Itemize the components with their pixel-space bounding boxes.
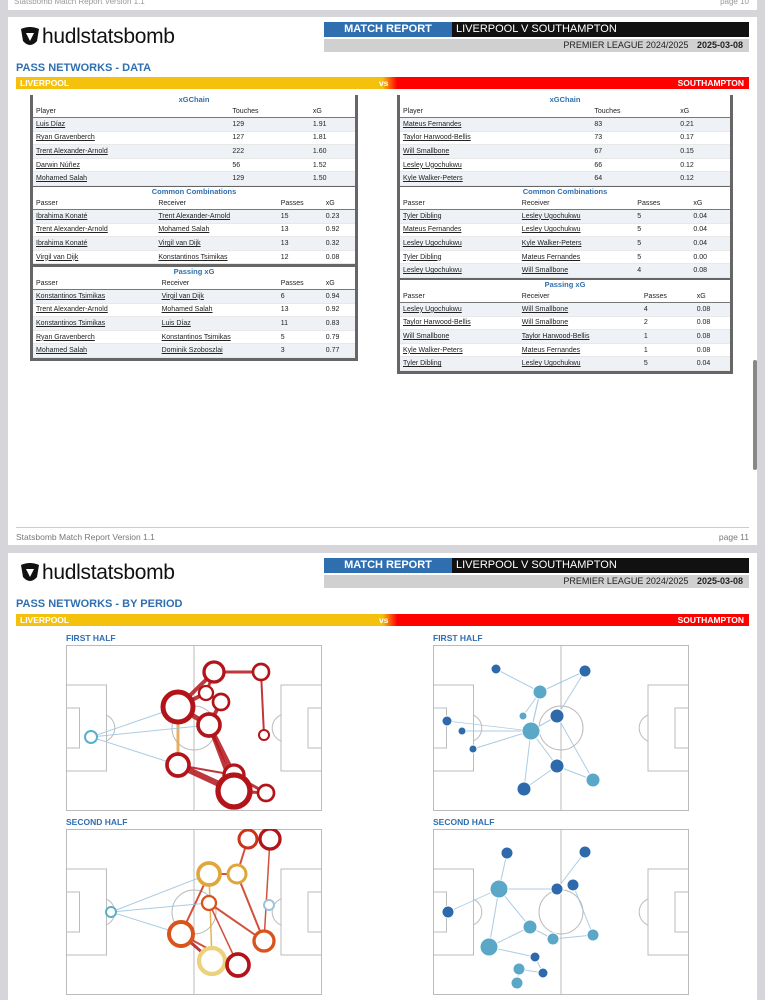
table-cell: 129 bbox=[229, 118, 310, 132]
player-node bbox=[259, 730, 269, 740]
table-row bbox=[33, 317, 355, 331]
table-cell: 0.77 bbox=[323, 344, 355, 358]
match-report-label: MATCH REPORT bbox=[324, 558, 452, 573]
table-cell: 0.08 bbox=[694, 303, 730, 317]
player-link[interactable]: Konstantinos Tsimikas bbox=[159, 330, 278, 344]
table-row bbox=[400, 210, 730, 224]
player-link[interactable]: Mateus Fernandes bbox=[400, 223, 519, 237]
competition: PREMIER LEAGUE 2024/2025 bbox=[563, 576, 689, 586]
table-cell: 1.60 bbox=[310, 145, 355, 159]
table-cell: 0.08 bbox=[694, 343, 730, 357]
player-node bbox=[522, 722, 540, 740]
column-header: xG bbox=[323, 277, 355, 290]
player-link[interactable]: Mohamed Salah bbox=[159, 303, 278, 317]
table-row bbox=[400, 158, 730, 172]
player-link[interactable]: Taylor Harwood-Bellis bbox=[519, 330, 641, 344]
player-link[interactable]: Will Smallbone bbox=[519, 316, 641, 330]
player-node bbox=[579, 665, 591, 677]
statsbomb-logo-icon bbox=[18, 25, 42, 49]
column-header: Player bbox=[400, 105, 591, 118]
team-bar bbox=[16, 614, 749, 626]
player-node bbox=[550, 709, 564, 723]
player-node bbox=[511, 977, 523, 989]
player-node bbox=[490, 880, 508, 898]
match-date: 2025-03-08 bbox=[696, 576, 743, 586]
table-cell: 67 bbox=[591, 145, 677, 159]
table-row bbox=[33, 237, 355, 251]
column-header: xG bbox=[310, 105, 355, 118]
player-node bbox=[567, 879, 579, 891]
table-row bbox=[400, 118, 730, 132]
table-title: xGChain bbox=[178, 95, 210, 104]
player-link[interactable]: Virgil van Dijk bbox=[33, 250, 155, 264]
match-title: LIVERPOOL V SOUTHAMPTON bbox=[456, 23, 617, 35]
southampton-passing-xg-table bbox=[397, 280, 733, 374]
sfc-first-half-label: FIRST HALF bbox=[433, 633, 483, 643]
table-row bbox=[33, 303, 355, 317]
table-cell: 0.17 bbox=[677, 131, 730, 145]
table-cell: 56 bbox=[229, 158, 310, 172]
hudl-statsbomb-logo bbox=[18, 25, 175, 49]
player-link[interactable]: Tyler Dibling bbox=[400, 357, 519, 371]
table-cell: 64 bbox=[591, 172, 677, 186]
table-cell: 83 bbox=[591, 118, 677, 132]
table-row bbox=[33, 158, 355, 172]
table-cell: 0.00 bbox=[690, 250, 730, 264]
column-header: Touches bbox=[591, 105, 677, 118]
player-node bbox=[533, 685, 547, 699]
player-link[interactable]: Will Smallbone bbox=[400, 145, 591, 159]
column-header: Passes bbox=[278, 197, 323, 210]
table-row bbox=[33, 344, 355, 358]
column-header: Receiver bbox=[519, 197, 635, 210]
table-cell: 12 bbox=[278, 250, 323, 264]
page-footer bbox=[16, 527, 749, 542]
statsbomb-logo-icon bbox=[18, 561, 42, 585]
liverpool-passing-xg-table bbox=[30, 267, 358, 361]
table-row bbox=[400, 343, 730, 357]
table-title: Passing xG bbox=[173, 267, 215, 276]
player-node bbox=[579, 846, 591, 858]
table-cell: 13 bbox=[278, 223, 323, 237]
table-cell: 0.04 bbox=[690, 223, 730, 237]
player-link[interactable]: Kyle Walker-Peters bbox=[400, 172, 591, 186]
table-row bbox=[400, 303, 730, 317]
table-cell: 1.91 bbox=[310, 118, 355, 132]
player-node bbox=[198, 714, 220, 736]
lfc-first-half-label: FIRST HALF bbox=[66, 633, 116, 643]
table-cell: 0.04 bbox=[690, 210, 730, 224]
table-row bbox=[33, 172, 355, 186]
player-link[interactable]: Luis Díaz bbox=[33, 118, 229, 132]
column-header: Touches bbox=[229, 105, 310, 118]
table-cell: 4 bbox=[641, 303, 694, 317]
prev-footer-right: page 10 bbox=[720, 0, 749, 6]
table-row bbox=[400, 330, 730, 344]
logo-text: hudlstatsbomb bbox=[42, 561, 175, 584]
player-node bbox=[517, 782, 531, 796]
table-row bbox=[400, 237, 730, 251]
home-team: LIVERPOOL bbox=[20, 78, 70, 88]
player-node bbox=[239, 830, 257, 848]
table-cell: 13 bbox=[278, 237, 323, 251]
player-node bbox=[264, 900, 274, 910]
match-report-label: MATCH REPORT bbox=[324, 22, 452, 37]
player-node bbox=[587, 929, 599, 941]
vs-label: vs bbox=[379, 78, 389, 88]
match-report-bar bbox=[324, 22, 749, 37]
section-title: PASS NETWORKS - DATA bbox=[16, 62, 152, 74]
column-header: xG bbox=[694, 290, 730, 303]
table-row bbox=[400, 250, 730, 264]
player-link[interactable]: Lesley Ugochukwu bbox=[400, 158, 591, 172]
table-row bbox=[33, 223, 355, 237]
section-title: PASS NETWORKS - BY PERIOD bbox=[16, 598, 183, 610]
away-team: SOUTHAMPTON bbox=[677, 78, 744, 88]
southampton-xgchain-table bbox=[397, 95, 733, 189]
report-page-11 bbox=[8, 17, 757, 545]
player-link[interactable]: Lesley Ugochukwu bbox=[519, 223, 635, 237]
match-report-bar bbox=[324, 558, 749, 573]
table-row bbox=[400, 316, 730, 330]
liverpool-xgchain-table bbox=[30, 95, 358, 189]
table-cell: 0.12 bbox=[677, 172, 730, 186]
match-title: LIVERPOOL V SOUTHAMPTON bbox=[456, 559, 617, 571]
table-cell: 129 bbox=[229, 172, 310, 186]
table-row bbox=[33, 145, 355, 159]
player-link[interactable]: Ryan Gravenberch bbox=[33, 131, 229, 145]
table-cell: 5 bbox=[634, 210, 690, 224]
player-link[interactable]: Mohamed Salah bbox=[33, 172, 229, 186]
table-cell: 0.21 bbox=[677, 118, 730, 132]
player-node bbox=[204, 662, 224, 682]
table-cell: 5 bbox=[641, 357, 694, 371]
player-node bbox=[551, 883, 563, 895]
player-node bbox=[530, 952, 540, 962]
table-cell: 13 bbox=[278, 303, 323, 317]
player-node bbox=[469, 745, 477, 753]
table-cell: 0.12 bbox=[677, 158, 730, 172]
player-link[interactable]: Konstantinos Tsimikas bbox=[33, 317, 159, 331]
table-cell: 4 bbox=[634, 264, 690, 278]
player-link[interactable]: Dominik Szoboszlai bbox=[159, 344, 278, 358]
player-node bbox=[85, 731, 97, 743]
table-cell: 73 bbox=[591, 131, 677, 145]
player-link[interactable]: Lesley Ugochukwu bbox=[400, 264, 519, 278]
table-cell: 127 bbox=[229, 131, 310, 145]
table-cell: 0.08 bbox=[694, 330, 730, 344]
table-cell: 11 bbox=[278, 317, 323, 331]
table-cell: 222 bbox=[229, 145, 310, 159]
report-page-12 bbox=[8, 553, 757, 1000]
table-cell: 1.52 bbox=[310, 158, 355, 172]
player-node bbox=[258, 785, 274, 801]
player-node bbox=[202, 896, 216, 910]
table-cell: 0.83 bbox=[323, 317, 355, 331]
match-date: 2025-03-08 bbox=[696, 40, 743, 50]
lfc-second-half-label: SECOND HALF bbox=[66, 817, 128, 827]
previous-page-strip bbox=[8, 0, 757, 10]
player-node bbox=[458, 727, 466, 735]
table-cell: 5 bbox=[634, 223, 690, 237]
player-node bbox=[550, 759, 564, 773]
table-cell: 3 bbox=[278, 344, 323, 358]
player-link[interactable]: Lesley Ugochukwu bbox=[400, 237, 519, 251]
away-team: SOUTHAMPTON bbox=[677, 615, 744, 625]
column-header: xG bbox=[677, 105, 730, 118]
player-node bbox=[519, 712, 527, 720]
table-row bbox=[400, 131, 730, 145]
column-header: Passes bbox=[634, 197, 690, 210]
player-node bbox=[538, 968, 548, 978]
player-link[interactable]: Trent Alexander-Arnold bbox=[33, 303, 159, 317]
table-row bbox=[400, 264, 730, 278]
table-cell: 0.04 bbox=[690, 237, 730, 251]
table-title: Common Combinations bbox=[522, 187, 608, 196]
footer-version: Statsbomb Match Report Version 1.1 bbox=[16, 532, 155, 542]
player-link[interactable]: Virgil van Dijk bbox=[159, 290, 278, 304]
player-node bbox=[228, 865, 246, 883]
table-row bbox=[400, 223, 730, 237]
column-header: Passer bbox=[400, 197, 519, 210]
player-node bbox=[167, 754, 189, 776]
player-link[interactable]: Taylor Harwood-Bellis bbox=[400, 316, 519, 330]
player-node bbox=[253, 664, 269, 680]
table-cell: 0.92 bbox=[323, 223, 355, 237]
player-link[interactable]: Lesley Ugochukwu bbox=[519, 210, 635, 224]
sfc-second-half-label: SECOND HALF bbox=[433, 817, 495, 827]
competition: PREMIER LEAGUE 2024/2025 bbox=[563, 40, 689, 50]
player-link[interactable]: Mateus Fernandes bbox=[519, 343, 641, 357]
player-node bbox=[442, 906, 454, 918]
table-cell: 1 bbox=[641, 330, 694, 344]
player-link[interactable]: Kyle Walker-Peters bbox=[400, 343, 519, 357]
column-header: Passes bbox=[278, 277, 323, 290]
table-cell: 1.81 bbox=[310, 131, 355, 145]
column-header: Player bbox=[33, 105, 229, 118]
table-row bbox=[33, 118, 355, 132]
player-link[interactable]: Konstantinos Tsimikas bbox=[33, 290, 159, 304]
column-header: xG bbox=[690, 197, 730, 210]
player-link[interactable]: Will Smallbone bbox=[519, 264, 635, 278]
hudl-statsbomb-logo-2 bbox=[18, 561, 175, 585]
player-node bbox=[106, 907, 116, 917]
logo-text: hudlstatsbomb bbox=[42, 25, 175, 48]
player-node bbox=[260, 829, 280, 849]
table-row bbox=[33, 250, 355, 264]
player-link[interactable]: Tyler Dibling bbox=[400, 250, 519, 264]
southampton-second-half-pass-network bbox=[433, 829, 689, 995]
liverpool-first-half-pass-network bbox=[66, 645, 322, 811]
player-link[interactable]: Virgil van Dijk bbox=[155, 237, 277, 251]
player-link[interactable]: Trent Alexander-Arnold bbox=[33, 223, 155, 237]
table-cell: 0.08 bbox=[323, 250, 355, 264]
player-node bbox=[199, 948, 225, 974]
column-header: Passer bbox=[33, 197, 155, 210]
column-header: Passes bbox=[641, 290, 694, 303]
competition-bar bbox=[324, 575, 749, 588]
player-link[interactable]: Will Smallbone bbox=[400, 330, 519, 344]
table-cell: 1 bbox=[641, 343, 694, 357]
player-link[interactable]: Konstantinos Tsimikas bbox=[155, 250, 277, 264]
table-cell: 6 bbox=[278, 290, 323, 304]
player-link[interactable]: Ibrahima Konaté bbox=[33, 210, 155, 224]
player-node bbox=[169, 922, 193, 946]
table-cell: 15 bbox=[278, 210, 323, 224]
column-header: Receiver bbox=[155, 197, 277, 210]
player-node bbox=[198, 863, 220, 885]
table-title: xGChain bbox=[549, 95, 581, 104]
column-header: Receiver bbox=[519, 290, 641, 303]
southampton-combinations-table bbox=[397, 187, 733, 281]
vs-label: vs bbox=[379, 615, 389, 625]
liverpool-second-half-pass-network bbox=[66, 829, 322, 995]
table-cell: 1.50 bbox=[310, 172, 355, 186]
table-cell: 0.08 bbox=[690, 264, 730, 278]
player-link[interactable]: Luis Díaz bbox=[159, 317, 278, 331]
player-link[interactable]: Mohamed Salah bbox=[155, 223, 277, 237]
player-node bbox=[513, 963, 525, 975]
table-cell: 0.04 bbox=[694, 357, 730, 371]
player-link[interactable]: Darwin Núñez bbox=[33, 158, 229, 172]
player-link[interactable]: Ibrahima Konaté bbox=[33, 237, 155, 251]
table-cell: 0.23 bbox=[323, 210, 355, 224]
player-node bbox=[227, 954, 249, 976]
table-cell: 5 bbox=[634, 237, 690, 251]
table-row bbox=[33, 210, 355, 224]
player-link[interactable]: Lesley Ugochukwu bbox=[400, 303, 519, 317]
table-cell: 0.32 bbox=[323, 237, 355, 251]
player-link[interactable]: Lesley Ugochukwu bbox=[519, 357, 641, 371]
table-title: Passing xG bbox=[544, 280, 586, 289]
player-node bbox=[163, 692, 193, 722]
player-link[interactable]: Mohamed Salah bbox=[33, 344, 159, 358]
player-link[interactable]: Trent Alexander-Arnold bbox=[33, 145, 229, 159]
player-link[interactable]: Tyler Dibling bbox=[400, 210, 519, 224]
player-node bbox=[218, 775, 250, 807]
player-link[interactable]: Mateus Fernandes bbox=[519, 250, 635, 264]
column-header: Receiver bbox=[159, 277, 278, 290]
table-cell: 0.79 bbox=[323, 330, 355, 344]
player-node bbox=[254, 931, 274, 951]
table-row bbox=[400, 145, 730, 159]
player-node bbox=[213, 694, 229, 710]
player-node bbox=[547, 933, 559, 945]
liverpool-combinations-table bbox=[30, 187, 358, 267]
table-cell: 66 bbox=[591, 158, 677, 172]
column-header: xG bbox=[323, 197, 355, 210]
table-row bbox=[400, 172, 730, 186]
prev-footer-left: Statsbomb Match Report Version 1.1 bbox=[14, 0, 145, 6]
team-bar bbox=[16, 77, 749, 89]
table-row bbox=[33, 131, 355, 145]
player-link[interactable]: Taylor Harwood-Bellis bbox=[400, 131, 591, 145]
southampton-first-half-pass-network bbox=[433, 645, 689, 811]
table-cell: 0.08 bbox=[694, 316, 730, 330]
footer-page-number: page 11 bbox=[718, 532, 749, 542]
column-header: Passer bbox=[400, 290, 519, 303]
table-title: Common Combinations bbox=[151, 187, 237, 196]
player-node bbox=[501, 847, 513, 859]
table-cell: 5 bbox=[278, 330, 323, 344]
table-cell: 5 bbox=[634, 250, 690, 264]
player-node bbox=[586, 773, 600, 787]
table-cell: 0.94 bbox=[323, 290, 355, 304]
player-node bbox=[199, 686, 213, 700]
scrollbar[interactable] bbox=[753, 360, 757, 470]
player-link[interactable]: Ryan Gravenberch bbox=[33, 330, 159, 344]
player-link[interactable]: Trent Alexander-Arnold bbox=[155, 210, 277, 224]
player-node bbox=[480, 938, 498, 956]
table-cell: 2 bbox=[641, 316, 694, 330]
player-link[interactable]: Mateus Fernandes bbox=[400, 118, 591, 132]
player-link[interactable]: Will Smallbone bbox=[519, 303, 641, 317]
home-team: LIVERPOOL bbox=[20, 615, 70, 625]
table-row bbox=[400, 357, 730, 371]
table-row bbox=[33, 290, 355, 304]
table-row bbox=[33, 330, 355, 344]
player-node bbox=[491, 664, 501, 674]
player-node bbox=[523, 920, 537, 934]
table-cell: 0.92 bbox=[323, 303, 355, 317]
column-header: Passer bbox=[33, 277, 159, 290]
player-link[interactable]: Kyle Walker-Peters bbox=[519, 237, 635, 251]
competition-bar bbox=[324, 39, 749, 52]
table-cell: 0.15 bbox=[677, 145, 730, 159]
player-node bbox=[442, 716, 452, 726]
